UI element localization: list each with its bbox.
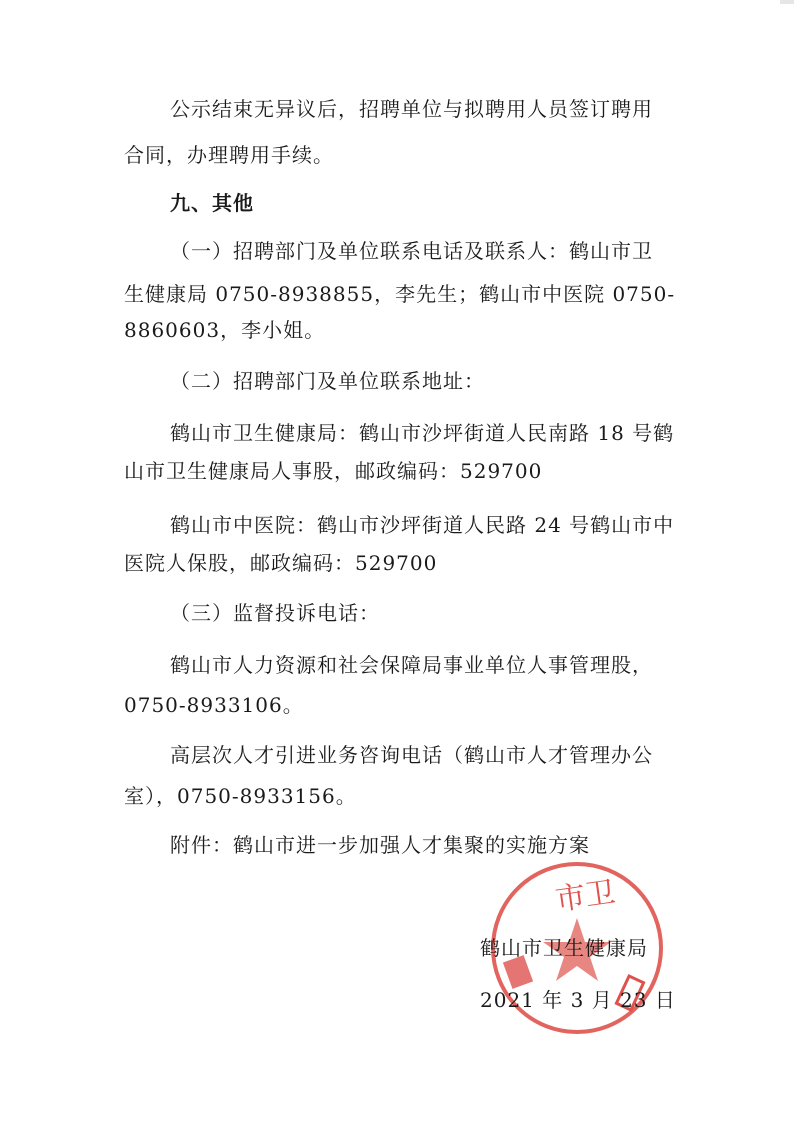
paragraph-line: 室），0750-8933156。 xyxy=(124,784,357,808)
attachment-line: 附件：鹤山市进一步加强人才集聚的实施方案 xyxy=(170,833,590,857)
paragraph-line: （一）招聘部门及单位联系电话及联系人：鹤山市卫 xyxy=(170,239,653,263)
paragraph-line: 鹤山市卫生健康局：鹤山市沙坪街道人民南路 18 号鹤 xyxy=(170,421,675,445)
paragraph-line: 鹤山市人力资源和社会保障局事业单位人事管理股， xyxy=(170,653,653,677)
paragraph-line: （二）招聘部门及单位联系地址： xyxy=(170,369,485,393)
paragraph-line: 医院人保股，邮政编码：529700 xyxy=(124,551,438,575)
paragraph-line: 合同，办理聘用手续。 xyxy=(124,143,334,167)
paragraph-line: 8860603，李小姐。 xyxy=(124,318,326,342)
seal-text: 市卫 xyxy=(553,874,618,918)
section-heading: 九、其他 xyxy=(170,191,254,215)
paragraph-line: 生健康局 0750-8938855，李先生；鹤山市中医院 0750- xyxy=(124,282,676,306)
paragraph-line: 山市卫生健康局人事股，邮政编码：529700 xyxy=(124,459,543,483)
paragraph-line: 公示结束无异议后，招聘单位与拟聘用人员签订聘用 xyxy=(170,97,653,121)
paragraph-line: 鹤山市中医院：鹤山市沙坪街道人民路 24 号鹤山市中 xyxy=(170,513,675,537)
scan-mark-icon xyxy=(780,0,794,6)
signature-organization: 鹤山市卫生健康局 xyxy=(480,936,648,960)
paragraph-line: 0750-8933106。 xyxy=(124,693,304,717)
paragraph-line: 高层次人才引进业务咨询电话（鹤山市人才管理办公 xyxy=(170,743,653,767)
signature-date: 2021 年 3 月 23 日 xyxy=(480,988,676,1012)
paragraph-line: （三）监督投诉电话： xyxy=(170,601,380,625)
